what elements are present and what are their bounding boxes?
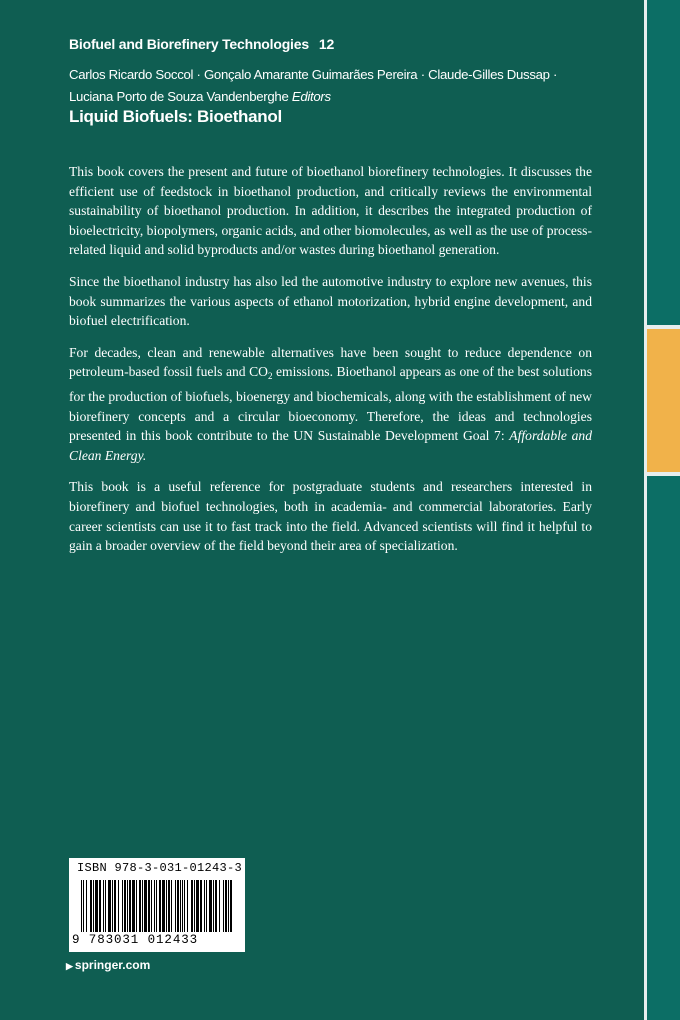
co2-subscript: 2 [267, 371, 273, 382]
barcode-bar [86, 880, 87, 932]
blurb-p3-text-a: For decades, clean and renewable alternatives have been sought to reduce dependence on petroleum-based fossil fuels and CO [69, 344, 592, 380]
barcode-bar [142, 880, 143, 932]
barcode-bar [103, 880, 104, 932]
series-name: Biofuel and Biorefinery Technologies [69, 36, 309, 52]
barcode-bar [93, 880, 94, 932]
barcode-bar [83, 880, 84, 932]
barcode-bar [194, 880, 195, 932]
barcode-bars [81, 880, 233, 932]
barcode-bar [182, 880, 183, 932]
color-band-top [647, 0, 680, 325]
barcode-bar [200, 880, 202, 932]
barcode-bar [166, 880, 167, 932]
barcode-bar [187, 880, 188, 932]
barcode-bar [112, 880, 113, 932]
series-title [69, 36, 334, 52]
barcode-bar [177, 880, 179, 932]
blurb [69, 162, 592, 568]
barcode-bar [90, 880, 92, 932]
barcode-bar [118, 880, 119, 932]
barcode-bar [204, 880, 205, 932]
blurb-paragraph-2: Since the bioethanol industry has also led the automotive industry to explore new avenues, this book summarizes the various aspects of ethanol motorization, hybrid engine development, and biofuel electrification. [69, 273, 592, 329]
barcode-bar [105, 880, 106, 932]
play-arrow-icon: ▶ [66, 961, 73, 971]
barcode-bar [191, 880, 193, 932]
barcode-bar [206, 880, 207, 932]
barcode-bar [175, 880, 176, 932]
barcode-bar [124, 880, 126, 932]
color-band-bottom [647, 476, 680, 1020]
sdg-goal-name: Affordable and Clean Energy. [69, 428, 592, 463]
barcode-bar [180, 880, 181, 932]
barcode-bar [99, 880, 101, 932]
barcode-bar [184, 880, 185, 932]
barcode-bar [122, 880, 123, 932]
editors-list [69, 64, 629, 108]
barcode [69, 858, 245, 952]
barcode-digits: 9 783031 012433 [72, 933, 199, 947]
publisher-link[interactable] [66, 958, 150, 972]
barcode-bar [162, 880, 165, 932]
barcode-bar [144, 880, 147, 932]
barcode-bar [215, 880, 217, 932]
barcode-bar [171, 880, 172, 932]
barcode-bar [127, 880, 128, 932]
barcode-bar [219, 880, 220, 932]
blurb-paragraph-4: This book is a useful reference for postgraduate students and researchers interested in biorefinery and biofuel technologies, both in academia- and commercial laboratories. Early career scientists can use it to fast track into the field. Advanced scientists will find it helpful to gain a broader overview of the field beyond their area of specialization. [69, 479, 592, 554]
barcode-bar [136, 880, 137, 932]
editors-role: Editors [291, 89, 331, 104]
barcode-bar [81, 880, 82, 932]
barcode-bar [213, 880, 214, 932]
publisher-url: springer.com [74, 958, 151, 972]
barcode-bar [223, 880, 224, 932]
barcode-bar [230, 880, 232, 932]
blurb-paragraph-1: This book covers the present and future of bioethanol biorefinery technologies. It discusses the efficient use of feedstock in bioethanol production, and critically reviews the environmental sustainability of bioethanol production. In addition, it describes the integrated production of bioelectricity, biopolymers, organic acids, and other biomolecules, as well as the use of process-related liquid and solid byproducts and/or wastes during bioethanol generation. [69, 164, 592, 258]
barcode-bar [228, 880, 229, 932]
isbn-label: ISBN 978-3-031-01243-3 [77, 861, 243, 875]
barcode-bar [114, 880, 116, 932]
series-volume: 12 [318, 36, 335, 52]
barcode-bar [132, 880, 135, 932]
barcode-bar [95, 880, 98, 932]
barcode-bar [209, 880, 212, 932]
editors-line-2: Luciana Porto de Souza Vandenberghe [69, 89, 289, 104]
barcode-bar [196, 880, 199, 932]
blurb-p3-text-b: emissions. Bioethanol appears as one of the best solutions for the production of biofuels, bioenergy and biochemicals, along with the establishment of new biorefinery concepts and a circular bioeconomy. Therefore, the ideas and technologies presented in this book contribute to the UN Sustainable Development Goal 7: [69, 364, 592, 444]
color-band-orange [647, 329, 680, 472]
barcode-bar [168, 880, 170, 932]
book-title: Liquid Biofuels: Bioethanol [69, 107, 282, 126]
editors-line-1: Carlos Ricardo Soccol · Gonçalo Amarante Guimarães Pereira · Claude-Gilles Dussap · [69, 67, 558, 82]
barcode-bar [129, 880, 131, 932]
blurb-paragraph-3 [69, 343, 592, 466]
barcode-bar [159, 880, 161, 932]
barcode-bar [151, 880, 152, 932]
barcode-bar [108, 880, 111, 932]
barcode-bar [154, 880, 155, 932]
barcode-bar [156, 880, 157, 932]
barcode-bar [225, 880, 227, 932]
barcode-bar [139, 880, 141, 932]
barcode-bar [148, 880, 150, 932]
